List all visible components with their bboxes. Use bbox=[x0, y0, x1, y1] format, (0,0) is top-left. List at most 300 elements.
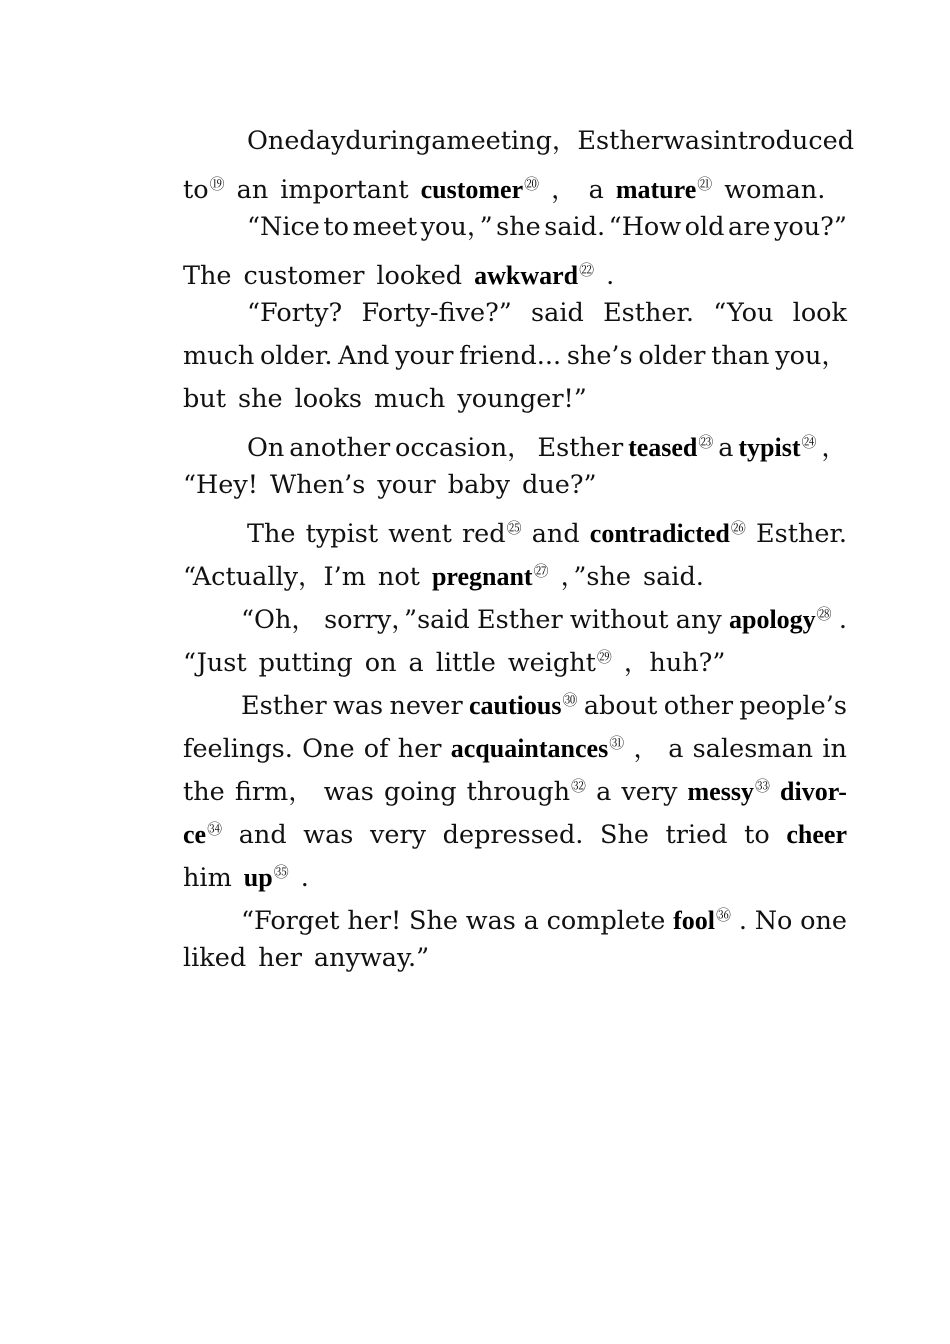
footnote-marker: ㉒ bbox=[579, 261, 595, 279]
word-text: sorry，”said bbox=[324, 605, 470, 635]
word-text: about bbox=[583, 691, 658, 721]
word-text: and bbox=[531, 519, 580, 549]
word bbox=[744, 816, 770, 854]
word-text: her bbox=[397, 734, 442, 764]
word-text: said bbox=[531, 298, 584, 328]
footnote-marker: ㉝ bbox=[754, 777, 770, 795]
word bbox=[324, 773, 374, 811]
word bbox=[301, 859, 309, 897]
text-line bbox=[183, 423, 847, 466]
word bbox=[724, 171, 825, 209]
word-text: other bbox=[663, 691, 734, 721]
word-text: to bbox=[744, 820, 770, 850]
word bbox=[775, 337, 847, 375]
word bbox=[668, 730, 683, 768]
word bbox=[522, 466, 597, 504]
word bbox=[711, 337, 769, 375]
word bbox=[259, 644, 353, 682]
word-text: people’s bbox=[739, 691, 847, 721]
word-text: . bbox=[738, 906, 747, 936]
word-text: anyway.” bbox=[313, 943, 430, 973]
word-text: than bbox=[711, 341, 770, 371]
word bbox=[664, 687, 733, 725]
word-text: without bbox=[569, 605, 669, 635]
word bbox=[621, 773, 677, 811]
word bbox=[270, 466, 365, 504]
word-text: older. bbox=[260, 341, 333, 371]
word-text: “Oh， bbox=[241, 605, 317, 635]
word bbox=[755, 902, 793, 940]
vocabulary-word bbox=[673, 896, 731, 940]
word bbox=[446, 122, 577, 160]
footnote-marker: ㉑ bbox=[697, 175, 713, 193]
word bbox=[544, 208, 605, 246]
text-line bbox=[183, 466, 847, 509]
keyword-text: cautious bbox=[469, 691, 562, 720]
word bbox=[800, 902, 847, 940]
word bbox=[338, 337, 389, 375]
word-text: The bbox=[183, 261, 232, 291]
word-text: “Hey! bbox=[183, 470, 259, 500]
word bbox=[606, 257, 614, 295]
word bbox=[247, 122, 299, 160]
word bbox=[353, 208, 418, 246]
word bbox=[398, 730, 442, 768]
word bbox=[247, 294, 342, 332]
word-text: your bbox=[395, 341, 454, 371]
word-text: . bbox=[838, 605, 847, 635]
word-text: said. bbox=[643, 562, 704, 592]
word bbox=[496, 208, 541, 246]
word-text: “You bbox=[713, 298, 774, 328]
word bbox=[477, 601, 563, 639]
word bbox=[676, 601, 722, 639]
text-line bbox=[183, 380, 847, 423]
word-text: “Just bbox=[183, 648, 247, 678]
word bbox=[183, 859, 232, 897]
word bbox=[596, 773, 611, 811]
keyword-text: divor- bbox=[780, 777, 847, 806]
word-text: woman. bbox=[724, 175, 826, 205]
word-text: you，” bbox=[420, 212, 493, 242]
word-text: day bbox=[299, 126, 346, 156]
word-text: older bbox=[638, 341, 706, 371]
word-text: going bbox=[383, 777, 457, 807]
word bbox=[183, 257, 232, 295]
vocabulary-word bbox=[183, 810, 222, 854]
word bbox=[643, 558, 704, 596]
word-text: a bbox=[718, 433, 734, 463]
vocabulary-word bbox=[474, 251, 594, 295]
footnote-marker: ㉙ bbox=[596, 648, 612, 666]
word-text: ，huh?” bbox=[623, 648, 726, 678]
word bbox=[299, 122, 345, 160]
word bbox=[374, 380, 445, 418]
keyword-text: mature bbox=[615, 175, 697, 204]
word-text: ，”she bbox=[560, 562, 631, 592]
text-line bbox=[183, 552, 847, 595]
word-text: was bbox=[323, 777, 374, 807]
vocabulary-word bbox=[616, 165, 712, 209]
word-text: ， bbox=[633, 734, 659, 764]
word-text: a bbox=[523, 906, 539, 936]
word bbox=[508, 638, 612, 682]
word-text: a bbox=[431, 126, 447, 156]
word-text: the bbox=[183, 777, 225, 807]
word bbox=[713, 122, 854, 160]
word bbox=[302, 730, 354, 768]
word bbox=[436, 644, 496, 682]
word-text: looks bbox=[294, 384, 363, 414]
word-text: feelings. bbox=[183, 734, 293, 764]
text-line bbox=[183, 208, 847, 251]
word-text: was bbox=[333, 691, 384, 721]
text-line bbox=[183, 337, 847, 380]
word bbox=[183, 380, 226, 418]
word-text: little bbox=[435, 648, 496, 678]
word bbox=[409, 902, 458, 940]
word-text: “Actually，I’m bbox=[183, 562, 366, 592]
word-text: are bbox=[728, 212, 771, 242]
word bbox=[239, 816, 287, 854]
word-text: Esther bbox=[537, 433, 624, 463]
keyword-text: teased bbox=[628, 433, 698, 462]
word-text: meeting， bbox=[446, 126, 578, 156]
word bbox=[323, 208, 349, 246]
word-text: through bbox=[466, 777, 570, 807]
word bbox=[376, 257, 462, 295]
vocabulary-word bbox=[738, 423, 816, 467]
word bbox=[183, 337, 254, 375]
word-text: you?” bbox=[774, 212, 847, 242]
word bbox=[531, 294, 584, 332]
keyword-text: fool bbox=[673, 906, 716, 935]
word bbox=[303, 816, 353, 854]
word bbox=[183, 165, 225, 209]
word bbox=[584, 687, 658, 725]
word bbox=[609, 208, 681, 246]
word bbox=[793, 294, 847, 332]
word bbox=[693, 730, 813, 768]
word bbox=[295, 380, 362, 418]
word bbox=[822, 730, 847, 768]
word bbox=[567, 337, 633, 375]
word bbox=[462, 509, 522, 553]
word-text: one bbox=[800, 906, 847, 936]
word bbox=[570, 601, 669, 639]
word bbox=[421, 208, 493, 246]
word-text: Esther bbox=[241, 691, 327, 721]
word bbox=[289, 429, 390, 467]
word bbox=[378, 558, 420, 596]
word-text: Esther. bbox=[603, 298, 695, 328]
word bbox=[459, 337, 561, 375]
word bbox=[183, 730, 293, 768]
word bbox=[306, 515, 378, 553]
word-text: on bbox=[364, 648, 397, 678]
word-text: she bbox=[496, 212, 541, 242]
word-text: look bbox=[792, 298, 847, 328]
word-text: salesman bbox=[692, 734, 814, 764]
word bbox=[347, 902, 401, 940]
word-text: another bbox=[289, 433, 391, 463]
text-line bbox=[183, 294, 847, 337]
word-text: went bbox=[388, 519, 452, 549]
word bbox=[561, 558, 631, 596]
word bbox=[685, 208, 725, 246]
word bbox=[314, 939, 429, 977]
word bbox=[241, 687, 327, 725]
word bbox=[524, 902, 539, 940]
word-text: She bbox=[599, 820, 649, 850]
word-text: due?” bbox=[522, 470, 597, 500]
word-text: old bbox=[684, 212, 725, 242]
text-line bbox=[183, 681, 847, 724]
footnote-marker: ⑳ bbox=[524, 175, 540, 193]
vocabulary-word bbox=[628, 423, 713, 467]
word bbox=[821, 429, 847, 467]
word bbox=[663, 122, 713, 160]
word-text: . bbox=[300, 863, 309, 893]
word-text: very bbox=[369, 820, 427, 850]
word-text: putting bbox=[258, 648, 353, 678]
word-text: a bbox=[596, 777, 612, 807]
word bbox=[247, 429, 284, 467]
word-text: “How bbox=[608, 212, 682, 242]
word bbox=[370, 816, 426, 854]
word-text: introduced bbox=[713, 126, 855, 156]
word bbox=[235, 773, 314, 811]
footnote-marker: ㉕ bbox=[506, 519, 522, 537]
document-body bbox=[183, 122, 855, 982]
word bbox=[395, 429, 533, 467]
word-text: Forty-five?” bbox=[361, 298, 512, 328]
word-text: younger!” bbox=[457, 384, 587, 414]
word-text: was bbox=[465, 906, 516, 936]
word-text: No bbox=[754, 906, 793, 936]
word bbox=[624, 644, 725, 682]
word-text: When’s bbox=[270, 470, 366, 500]
word-text: of bbox=[363, 734, 389, 764]
word-text: much bbox=[183, 341, 255, 371]
text-line bbox=[183, 595, 847, 638]
word bbox=[547, 902, 666, 940]
word-text: never bbox=[389, 691, 463, 721]
word-text: complete bbox=[546, 906, 666, 936]
word-text: One bbox=[302, 734, 355, 764]
word-text: typist bbox=[305, 519, 379, 549]
word-text: depressed. bbox=[442, 820, 584, 850]
keyword-text: typist bbox=[738, 433, 801, 462]
word bbox=[241, 601, 317, 639]
footnote-marker: ㉓ bbox=[698, 433, 714, 451]
footnote-marker: ㉘ bbox=[816, 605, 832, 623]
word-text: during bbox=[345, 126, 432, 156]
word-text: ， bbox=[821, 433, 847, 463]
word-text: her! bbox=[347, 906, 402, 936]
word bbox=[577, 122, 663, 160]
word bbox=[389, 687, 462, 725]
word bbox=[457, 380, 587, 418]
word bbox=[431, 122, 446, 160]
keyword-text: ce bbox=[183, 820, 207, 849]
word-text: liked bbox=[183, 943, 247, 973]
keyword-text: cheer bbox=[786, 820, 847, 849]
keyword-text: apology bbox=[728, 605, 816, 634]
word-text: Esther bbox=[477, 605, 563, 635]
word bbox=[388, 515, 452, 553]
word-text: customer bbox=[243, 261, 365, 291]
word-text: weight bbox=[507, 648, 596, 678]
vocabulary-word bbox=[590, 509, 746, 553]
word bbox=[443, 816, 584, 854]
vocabulary-word bbox=[780, 773, 847, 811]
word-text: looked bbox=[376, 261, 463, 291]
keyword-text: up bbox=[243, 863, 273, 892]
word bbox=[260, 337, 332, 375]
word-text: to bbox=[323, 212, 350, 242]
word-text: not bbox=[377, 562, 420, 592]
word bbox=[247, 208, 320, 246]
vocabulary-word bbox=[451, 724, 624, 768]
word bbox=[466, 902, 516, 940]
footnote-marker: ㉔ bbox=[801, 433, 817, 451]
text-line bbox=[183, 251, 847, 294]
word-text: . bbox=[606, 261, 615, 291]
keyword-text: acquaintances bbox=[450, 734, 609, 763]
keyword-text: pregnant bbox=[431, 562, 533, 591]
text-line bbox=[183, 896, 847, 939]
word bbox=[365, 644, 397, 682]
word bbox=[183, 644, 247, 682]
word-text: a bbox=[408, 648, 424, 678]
word bbox=[361, 294, 511, 332]
word-text: much bbox=[374, 384, 446, 414]
word bbox=[183, 466, 258, 504]
text-line bbox=[183, 767, 847, 810]
word bbox=[532, 515, 580, 553]
word-text: ， bbox=[551, 175, 577, 205]
word bbox=[237, 171, 269, 209]
text-line bbox=[183, 810, 847, 853]
keyword-text: messy bbox=[687, 777, 754, 806]
vocabulary-word bbox=[421, 165, 540, 209]
text-line bbox=[183, 509, 847, 552]
word bbox=[183, 939, 246, 977]
word bbox=[551, 171, 577, 209]
text-line bbox=[183, 853, 847, 896]
word bbox=[258, 939, 302, 977]
word-text: friend... bbox=[459, 341, 562, 371]
footnote-marker: ⑲ bbox=[209, 175, 225, 193]
word bbox=[364, 730, 389, 768]
word bbox=[241, 902, 340, 940]
word-text: she’s bbox=[566, 341, 633, 371]
word bbox=[247, 515, 296, 553]
word bbox=[345, 122, 431, 160]
word-text: her bbox=[258, 943, 302, 973]
word-text: very bbox=[621, 777, 678, 807]
footnote-marker: ㉛ bbox=[609, 734, 625, 752]
word-text: to bbox=[183, 175, 209, 205]
word bbox=[538, 429, 624, 467]
word bbox=[409, 644, 424, 682]
word-text: important bbox=[280, 175, 409, 205]
word-text: The bbox=[247, 519, 296, 549]
word bbox=[774, 208, 847, 246]
word bbox=[666, 816, 728, 854]
word bbox=[756, 515, 847, 553]
word-text: On bbox=[247, 433, 285, 463]
word-text: And bbox=[338, 341, 390, 371]
vocabulary-word bbox=[786, 816, 847, 854]
vocabulary-word bbox=[469, 681, 577, 725]
word bbox=[839, 601, 847, 639]
word bbox=[728, 208, 770, 246]
word-text: firm， bbox=[234, 777, 314, 807]
footnote-marker: ㉚ bbox=[562, 691, 578, 709]
word bbox=[333, 687, 383, 725]
word-text: she bbox=[238, 384, 283, 414]
word-text: was bbox=[663, 126, 714, 156]
footnote-marker: ㊱ bbox=[716, 906, 732, 924]
word bbox=[718, 429, 733, 467]
word-text: She bbox=[409, 906, 459, 936]
word-text: in bbox=[822, 734, 847, 764]
word-text: Esther. bbox=[756, 519, 847, 549]
word bbox=[603, 294, 694, 332]
word bbox=[633, 730, 659, 768]
word bbox=[280, 171, 408, 209]
keyword-text: customer bbox=[420, 175, 524, 204]
word bbox=[238, 380, 283, 418]
word-text: you， bbox=[775, 341, 847, 371]
text-line bbox=[183, 165, 847, 208]
keyword-text: contradicted bbox=[589, 519, 730, 548]
word-text: was bbox=[303, 820, 354, 850]
word-text: baby bbox=[447, 470, 511, 500]
footnote-marker: ㉜ bbox=[571, 777, 587, 795]
word-text: meet bbox=[352, 212, 418, 242]
word bbox=[183, 558, 366, 596]
vocabulary-word bbox=[244, 853, 289, 897]
word bbox=[384, 773, 457, 811]
footnote-marker: ㉗ bbox=[533, 562, 549, 580]
word-text: a bbox=[668, 734, 684, 764]
word-text: One bbox=[247, 126, 300, 156]
word bbox=[377, 466, 435, 504]
word bbox=[713, 294, 773, 332]
word bbox=[739, 902, 747, 940]
text-line bbox=[183, 939, 847, 982]
word-text: him bbox=[183, 863, 232, 893]
keyword-text: awkward bbox=[474, 261, 579, 290]
word-text: any bbox=[675, 605, 722, 635]
word-text: said. bbox=[544, 212, 606, 242]
word bbox=[324, 601, 470, 639]
word bbox=[467, 767, 586, 811]
word-text: Esther bbox=[577, 126, 664, 156]
word-text: “Forget bbox=[241, 906, 340, 936]
word-text: occasion， bbox=[395, 433, 533, 463]
word-text: tried bbox=[665, 820, 728, 850]
text-line bbox=[183, 638, 847, 681]
word bbox=[600, 816, 649, 854]
word-text: an bbox=[236, 175, 269, 205]
word bbox=[638, 337, 705, 375]
word bbox=[395, 337, 453, 375]
word bbox=[244, 257, 365, 295]
